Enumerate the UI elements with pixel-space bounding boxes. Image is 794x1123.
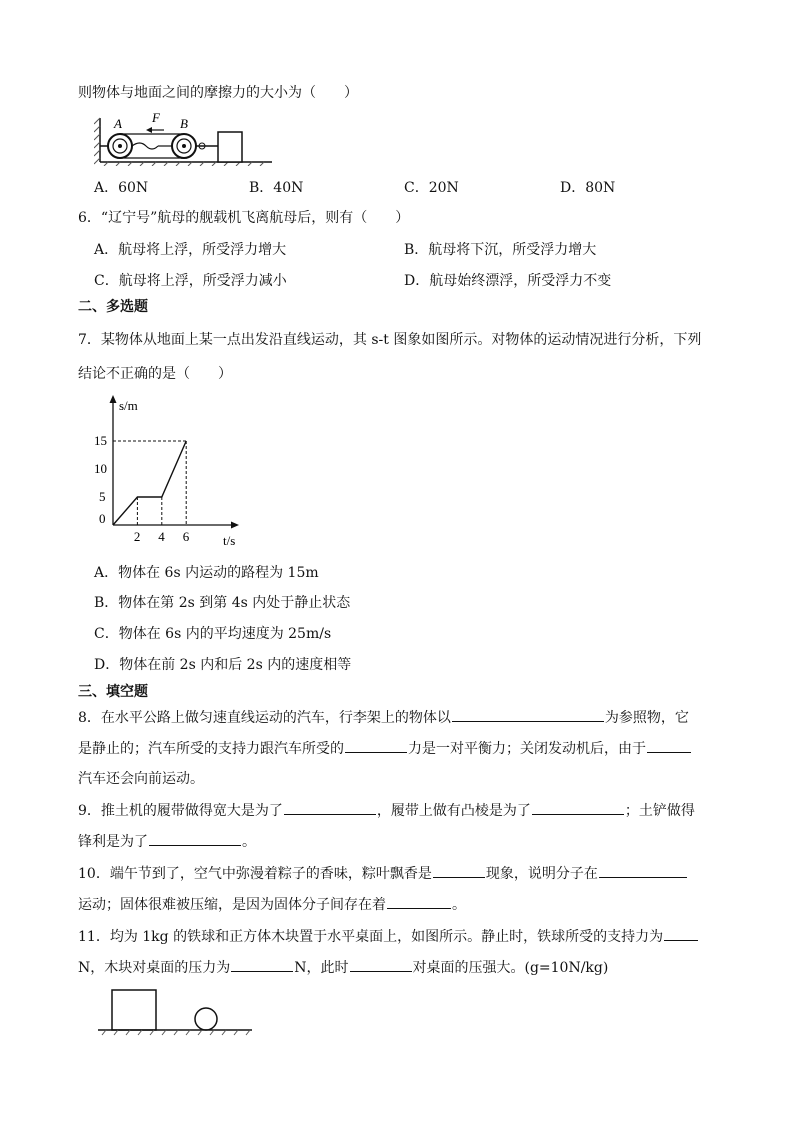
- q7-st-chart: [94, 390, 254, 550]
- x-tick-label: 4: [158, 529, 165, 544]
- iron-ball: [195, 1008, 217, 1030]
- pulley-b-label: B: [180, 116, 188, 131]
- pulley-a-label: A: [114, 116, 122, 131]
- q5-stem: 则物体与地面之间的摩擦力的大小为（ ）: [78, 85, 358, 101]
- q11-text-4: 对桌面的压强大。(g=10N/kg): [412, 960, 609, 976]
- q9-text-5: 。: [242, 834, 256, 850]
- q9-blank-2[interactable]: [532, 800, 624, 815]
- q11-text-2: N，木块对桌面的压力为: [78, 960, 231, 976]
- q11-line1: [78, 926, 699, 946]
- wooden-cube: [112, 990, 156, 1030]
- q9-text-2: ，履带上做有凸棱是为了: [376, 803, 531, 819]
- q11-line2: [78, 957, 608, 977]
- q9-text-4: 锋利是为了: [78, 834, 148, 850]
- q10-text-3: 运动；固体很难被压缩，是因为固体分子间存在着: [78, 897, 386, 913]
- q10-blank-2[interactable]: [599, 863, 687, 878]
- y-tick-label: 15: [94, 433, 107, 448]
- q6-option-c: C．航母将上浮，所受浮力减小: [94, 273, 287, 289]
- x-tick-label: 6: [182, 529, 190, 544]
- q10-blank-3[interactable]: [387, 894, 451, 909]
- q10-blank-1[interactable]: [433, 863, 485, 878]
- q9-blank-3[interactable]: [149, 831, 241, 846]
- y-tick-label: 0: [99, 511, 106, 526]
- q8-text-2: 为参照物，它: [604, 710, 689, 726]
- section-heading-multiple-choice: 二、多选题: [78, 299, 148, 315]
- q11-blank-2[interactable]: [231, 957, 293, 972]
- q8-text-3: 是静止的；汽车所受的支持力跟汽车所受的: [78, 741, 344, 757]
- q8-blank-3[interactable]: [647, 738, 691, 753]
- q6-stem: 6．“辽宁号”航母的舰载机飞离航母后，则有（ ）: [78, 210, 410, 226]
- q8-text-1: 8．在水平公路上做匀速直线运动的汽车，行李架上的物体以: [78, 710, 451, 726]
- q8-blank-1[interactable]: [452, 707, 604, 722]
- q7-option-c: C．物体在 6s 内的平均速度为 25m/s: [94, 626, 332, 642]
- q8-text-5: 汽车还会向前运动。: [78, 771, 204, 787]
- y-axis-label: s/m: [119, 398, 138, 413]
- q8-text-4: 力是一对平衡力；关闭发动机后，由于: [408, 741, 646, 757]
- q11-figure: [96, 986, 256, 1038]
- q11-blank-1[interactable]: [664, 926, 698, 941]
- q9-text-1: 9．推土机的履带做得宽大是为了: [78, 803, 283, 819]
- q8-line2: [78, 738, 692, 758]
- q11-text-1: 11．均为 1kg 的铁球和正方体木块置于水平桌面上，如图所示。静止时，铁球所受的支持力为: [78, 929, 664, 945]
- q10-line1: [78, 863, 688, 883]
- y-tick-label: 10: [94, 461, 107, 476]
- q9-blank-1[interactable]: [284, 800, 376, 815]
- q5-pulley-figure: [94, 108, 274, 166]
- q11-blank-3[interactable]: [350, 957, 412, 972]
- q5-option-d: D．80N: [560, 180, 616, 196]
- q6-option-a: A．航母将上浮，所受浮力增大: [94, 242, 287, 258]
- q5-option-a: A．60N: [94, 180, 149, 196]
- q8-blank-2[interactable]: [345, 738, 407, 753]
- section-heading-fill-in: 三、填空题: [78, 684, 148, 700]
- q5-option-b: B．40N: [249, 180, 304, 196]
- q6-option-b: B．航母将下沉，所受浮力增大: [404, 242, 597, 258]
- q10-text-2: 现象，说明分子在: [485, 866, 598, 882]
- x-axis-label: t/s: [223, 533, 236, 548]
- q7-option-a: A．物体在 6s 内运动的路程为 15m: [94, 565, 319, 581]
- q5-block: [218, 132, 242, 162]
- q10-line2: [78, 894, 466, 914]
- y-tick-label: 5: [99, 489, 106, 504]
- q9-line1: [78, 800, 695, 820]
- q7-stem-line2: 结论不正确的是（ ）: [78, 366, 232, 382]
- q7-option-b: B．物体在第 2s 到第 4s 内处于静止状态: [94, 595, 351, 611]
- q10-text-1: 10．端午节到了，空气中弥漫着粽子的香味，粽叶飘香是: [78, 866, 432, 882]
- q11-text-3: N，此时: [294, 960, 349, 976]
- q9-text-3: ；土铲做得: [624, 803, 695, 819]
- x-tick-label: 2: [133, 529, 141, 544]
- q6-option-d: D．航母始终漂浮，所受浮力不变: [404, 273, 612, 289]
- q7-stem-line1: 7．某物体从地面上某一点出发沿直线运动，其 s-t 图象如图所示。对物体的运动情况进行分析，下列: [78, 332, 702, 348]
- series-line: [113, 441, 186, 525]
- q5-option-c: C．20N: [404, 180, 459, 196]
- q7-option-d: D．物体在前 2s 内和后 2s 内的速度相等: [94, 657, 352, 673]
- q9-line2: [78, 831, 256, 851]
- force-f-label: F: [152, 110, 160, 125]
- q10-text-4: 。: [452, 897, 466, 913]
- q8-line1: [78, 707, 689, 727]
